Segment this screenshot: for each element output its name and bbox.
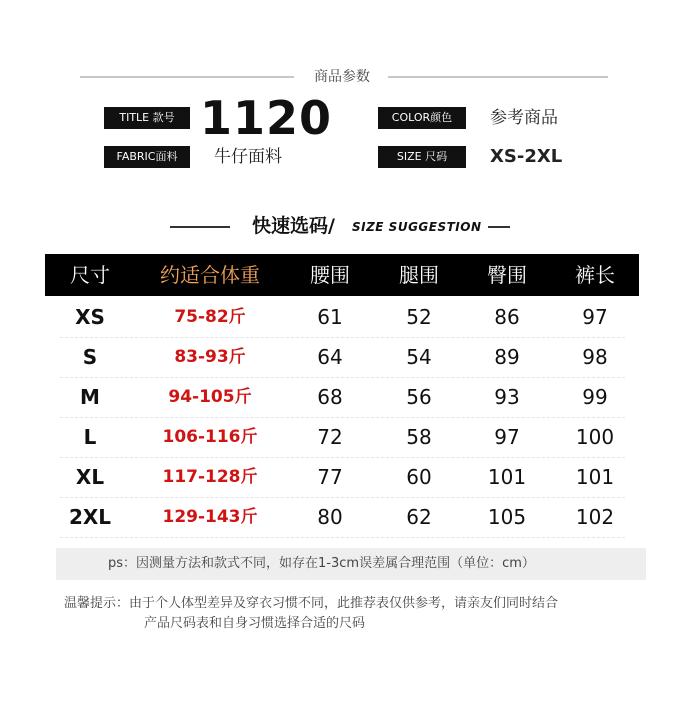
cell-hip: 101 <box>487 465 527 489</box>
cell-waist: 77 <box>317 465 343 489</box>
cell-size: S <box>82 345 98 369</box>
cell-length: 99 <box>582 385 608 409</box>
heading-line-right <box>488 226 510 228</box>
warm-tip <box>64 594 654 634</box>
size-tag: SIZE 尺码 <box>378 146 466 168</box>
table-row <box>45 297 639 337</box>
cell-waist: 64 <box>317 345 343 369</box>
quick-size-heading <box>170 210 510 242</box>
cell-waist: 61 <box>317 305 343 329</box>
cell-weight: 106-116斤 <box>162 427 258 447</box>
cell-length: 101 <box>575 465 615 489</box>
cell-size: XS <box>75 305 105 329</box>
cell-thigh: 56 <box>406 385 432 409</box>
header-hip: 臀围 <box>487 263 527 287</box>
fabric-value: 牛仔面料 <box>214 147 282 167</box>
cell-length: 100 <box>575 425 615 449</box>
header-waist: 腰围 <box>310 263 350 287</box>
cell-hip: 86 <box>494 305 520 329</box>
color-value: 参考商品 <box>490 108 558 128</box>
size-table-header <box>45 254 639 296</box>
table-row <box>45 377 639 417</box>
header-length: 裤长 <box>575 263 615 287</box>
size-range-value: XS-2XL <box>490 146 563 167</box>
cell-hip: 105 <box>487 505 527 529</box>
cell-thigh: 54 <box>406 345 432 369</box>
table-row <box>45 417 639 457</box>
cell-size: M <box>80 385 100 409</box>
cell-waist: 80 <box>317 505 343 529</box>
heading-line-left <box>80 76 294 78</box>
header-thigh: 腿围 <box>399 263 439 287</box>
fabric-tag: FABRIC面料 <box>104 146 190 168</box>
heading-line-right <box>388 76 608 78</box>
cell-length: 98 <box>582 345 608 369</box>
style-number: 1120 <box>200 91 333 145</box>
cell-waist: 68 <box>317 385 343 409</box>
warm-tip-line1: 温馨提示：由于个人体型差异及穿衣习惯不同，此推荐表仅供参考，请亲友们同时结合 <box>64 596 559 611</box>
cell-length: 102 <box>575 505 615 529</box>
cell-hip: 97 <box>494 425 520 449</box>
quick-size-title-en: SIZE SUGGESTION <box>352 220 482 234</box>
color-tag: COLOR颜色 <box>378 107 466 129</box>
cell-thigh: 52 <box>406 305 432 329</box>
measurement-note: ps：因测量方法和款式不同，如存在1-3cm误差属合理范围（单位：cm） <box>56 548 646 580</box>
cell-hip: 89 <box>494 345 520 369</box>
header-weight: 约适合体重 <box>160 263 260 287</box>
cell-weight: 94-105斤 <box>168 387 252 407</box>
cell-waist: 72 <box>317 425 343 449</box>
cell-hip: 93 <box>494 385 520 409</box>
cell-thigh: 62 <box>406 505 432 529</box>
table-row <box>45 497 639 537</box>
table-row <box>45 337 639 377</box>
section-heading <box>80 66 608 88</box>
warm-tip-line2: 产品尺码表和自身习惯选择合适的尺码 <box>144 616 366 631</box>
cell-length: 97 <box>582 305 608 329</box>
cell-size: XL <box>75 465 105 489</box>
cell-weight: 83-93斤 <box>174 347 246 367</box>
cell-thigh: 60 <box>406 465 432 489</box>
cell-thigh: 58 <box>406 425 432 449</box>
quick-size-title-cn: 快速选码/ <box>252 215 335 237</box>
cell-weight: 75-82斤 <box>174 307 246 327</box>
cell-weight: 117-128斤 <box>162 467 258 487</box>
table-row <box>45 457 639 497</box>
title-tag: TITLE 款号 <box>104 107 190 129</box>
row-divider <box>60 537 625 538</box>
header-size: 尺寸 <box>70 263 110 287</box>
section-title: 商品参数 <box>314 69 370 85</box>
cell-weight: 129-143斤 <box>162 507 258 527</box>
heading-line-left <box>170 226 230 228</box>
cell-size: 2XL <box>68 505 112 529</box>
cell-size: L <box>83 425 97 449</box>
